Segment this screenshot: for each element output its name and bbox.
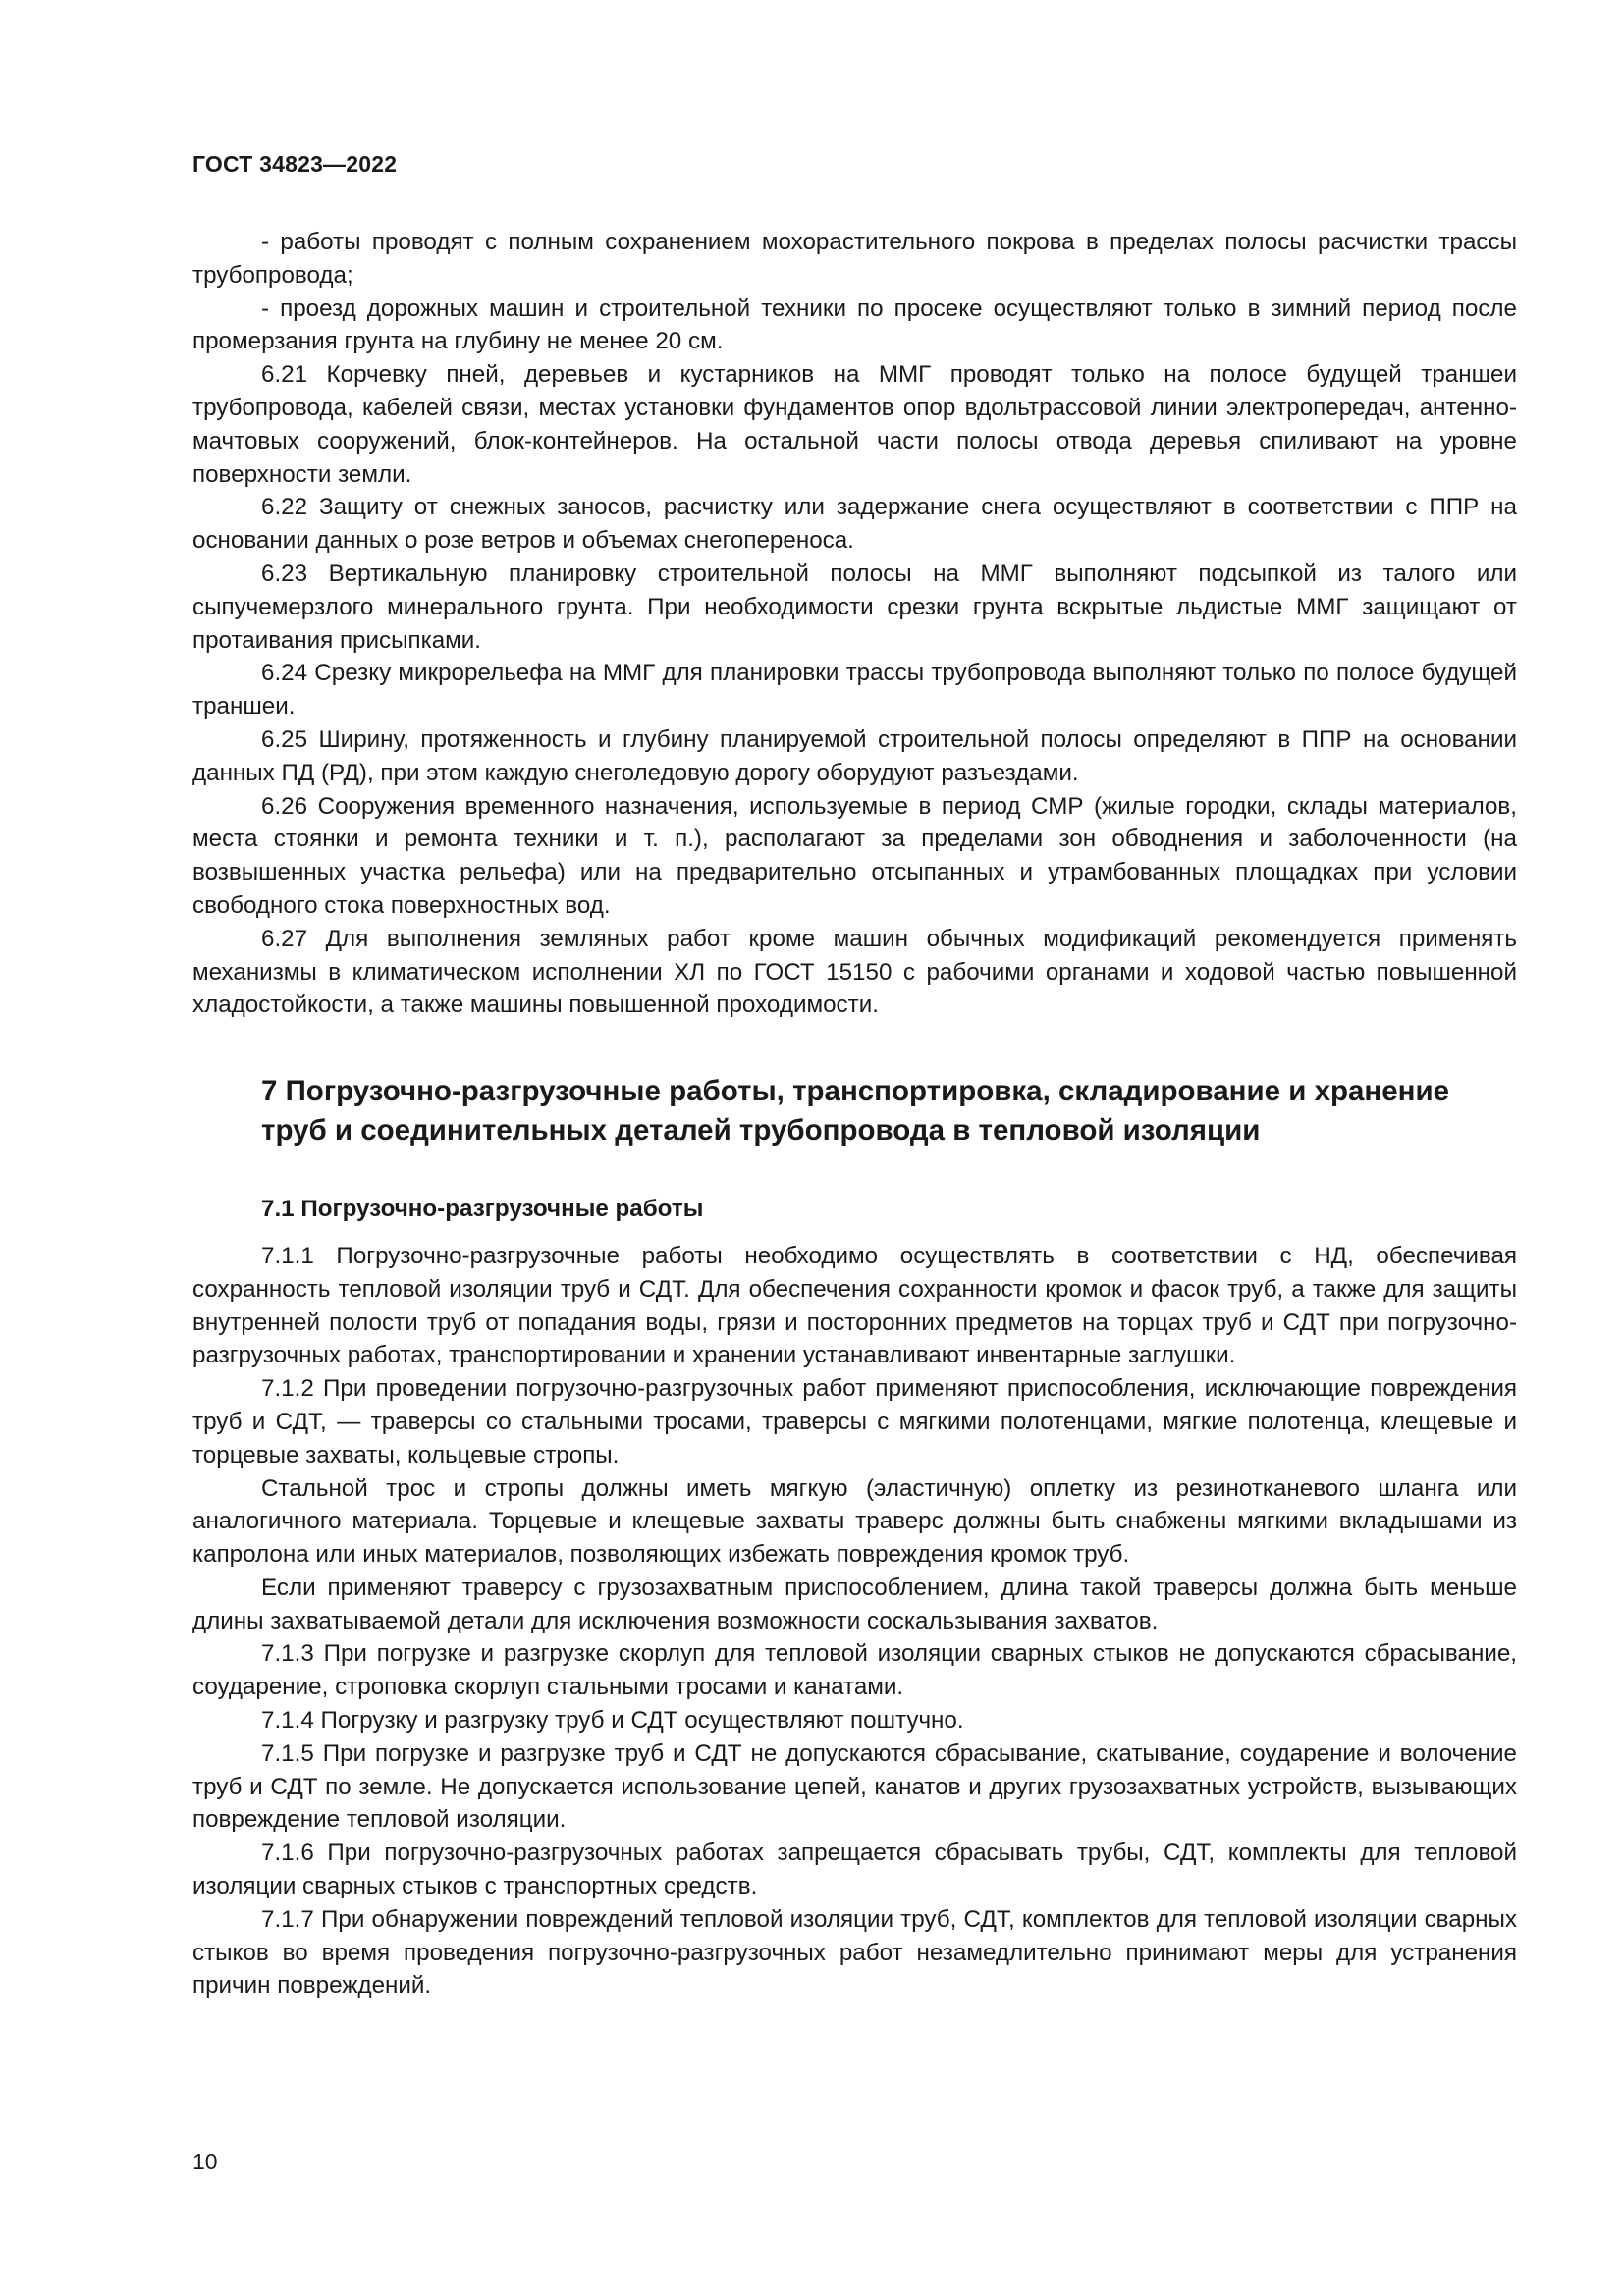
paragraph: 7.1.2 При проведении погрузочно-разгрузочных работ применяют приспособления, исключающие повреждения труб и СДТ, — траверсы со стальными тросами, траверсы с мягкими полотенцами, мягкие полотенца, клещевые и торцевые захваты, кольцевые стропы.: [192, 1375, 1517, 1468]
subsection-heading: 7.1 Погрузочно-разгрузочные работы: [261, 1196, 704, 1223]
paragraph: 7.1.7 При обнаружении повреждений тепловой изоляции труб, СДТ, комплектов для тепловой изоляции сварных стыков во время проведения погрузочно-разгрузочных работ незамедлительно принимают меры для устранения причин повреждений.: [192, 1905, 1517, 2000]
paragraph: 6.25 Ширину, протяженность и глубину планируемой строительной полосы определяют в ППР на основании данных ПД (РД), при этом каждую снеголедовую дорогу оборудуют разъездами.: [192, 725, 1517, 786]
paragraph: 7.1.5 При погрузке и разгрузке труб и СДТ не допускаются сбрасывание, скатывание, соударение и волочение труб и СДТ по земле. Не допускается использование цепей, канатов и других грузозахватных устройств, вызывающих повреждение тепловой изоляции.: [192, 1739, 1517, 1834]
paragraph: 6.27 Для выполнения земляных работ кроме машин обычных модификаций рекомендуется применять механизмы в климатическом исполнении ХЛ по ГОСТ 15150 с рабочими органами и ходовой частью повышенной хладостойкости, а также машины повышенной проходимости.: [192, 925, 1517, 1019]
paragraph: 7.1.1 Погрузочно-разгрузочные работы необходимо осуществлять в соответствии с НД, обеспечивая сохранность тепловой изоляции труб и СДТ. Для обеспечения сохранности кромок и фасок труб, а также для защиты внутренней полости труб от попадания воды, грязи и посторонних предметов на торцах труб и СДТ при погрузочно-разгрузочных работах, транспортировании и хранении устанавливают инвентарные заглушки.: [192, 1242, 1517, 1369]
paragraph: 7.1.6 При погрузочно-разгрузочных работах запрещается сбрасывать трубы, СДТ, комплекты для тепловой изоляции сварных стыков с транспортных средств.: [192, 1840, 1517, 1900]
paragraph: 7.1.4 Погрузку и разгрузку труб и СДТ осуществляют поштучно.: [261, 1707, 964, 1735]
page-number: 10: [192, 2149, 218, 2174]
document-body: [192, 226, 1517, 2002]
paragraph: - проезд дорожных машин и строительной техники по просеке осуществляют только в зимний период после промерзания грунта на глубину не менее 20 см.: [192, 294, 1517, 355]
paragraph: 6.24 Срезку микрорельефа на ММГ для планировки трассы трубопровода выполняют только по полосе будущей траншеи.: [192, 660, 1517, 721]
paragraph: Стальной трос и стропы должны иметь мягкую (эластичную) оплетку из резинотканевого шланга или аналогичного материала. Торцевые и клещевые захваты траверс должны быть снабжены мягкими вкладышами из капролона или иных материалов, позволяющих избежать повреждения кромок труб.: [192, 1474, 1517, 1569]
paragraph: - работы проводят с полным сохранением мохорастительного покрова в пределах полосы расчистки трассы трубопровода;: [192, 229, 1517, 289]
paragraph: 6.22 Защиту от снежных заносов, расчистку или задержание снега осуществляют в соответствии с ППР на основании данных о розе ветров и объемах снегопереноса.: [192, 494, 1517, 555]
paragraph: 6.23 Вертикальную планировку строительной полосы на ММГ выполняют подсыпкой из талого или сыпучемерзлого минерального грунта. При необходимости срезки грунта вскрытые льдистые ММГ защищают от протаивания присыпками.: [192, 560, 1517, 654]
paragraph: 6.21 Корчевку пней, деревьев и кустарников на ММГ проводят только на полосе будущей траншеи трубопровода, кабелей связи, местах установки фундаментов опор вдольтрассовой линии электропередач, антенно-мачтовых сооружений, блок-контейнеров. На остальной части полосы отвода деревья спиливают на уровне поверхности земли.: [192, 361, 1517, 488]
document-header: ГОСТ 34823—2022: [192, 151, 398, 177]
paragraph: 7.1.3 При погрузке и разгрузке скорлуп для тепловой изоляции сварных стыков не допускаются сбрасывание, соударение, строповка скорлуп стальными тросами и канатами.: [192, 1640, 1517, 1701]
paragraph: Если применяют траверсу с грузозахватным приспособлением, длина такой траверсы должна быть меньше длины захватываемой детали для исключения возможности соскальзывания захватов.: [192, 1574, 1517, 1634]
section-heading: 7 Погрузочно-разгрузочные работы, транспортировка, складирование и хранение труб и соединительных деталей трубопровода в тепловой изоляции: [261, 1075, 1449, 1148]
paragraph: 6.26 Сооружения временного назначения, используемые в период СМР (жилые городки, склады материалов, места стоянки и ремонта техники и т. п.), располагают за пределами зон обводнения и заболоченности (на возвышенных участка рельефа) или на предварительно отсыпанных и утрамбованных площадках при условии свободного стока поверхностных вод.: [192, 792, 1517, 919]
